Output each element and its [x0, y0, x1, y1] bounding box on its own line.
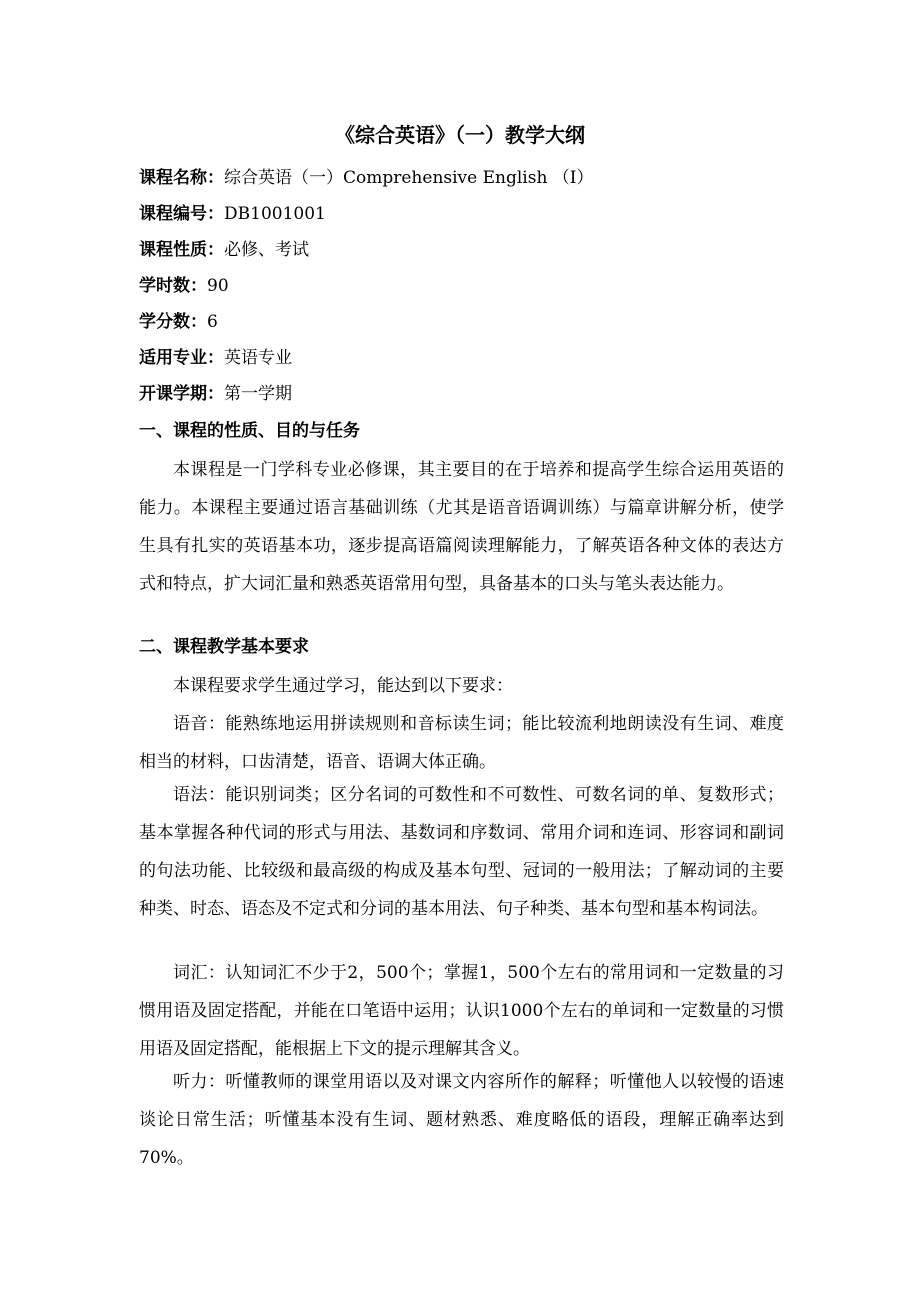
field-value: 第一学期 — [224, 384, 292, 404]
requirement-listening: 听力：听懂教师的课堂用语以及对课文内容所作的解释；听懂他人以较慢的语速谈论日常生活；听懂基本没有生词、题材熟悉、难度略低的语段，理解正确率达到70%。 — [139, 1072, 784, 1168]
requirements-intro: 本课程要求学生通过学习，能达到以下要求： — [173, 676, 513, 696]
document-title: 《综合英语》（一）教学大纲 — [335, 123, 585, 147]
field-course-code — [139, 201, 326, 227]
field-label: 开课学期： — [139, 384, 224, 404]
field-value: 6 — [207, 312, 218, 332]
field-value: 英语专业 — [224, 348, 292, 368]
field-credits — [139, 309, 218, 335]
field-hours — [139, 273, 229, 299]
field-semester — [139, 381, 292, 407]
field-course-nature — [139, 237, 309, 263]
field-value: 90 — [207, 276, 229, 296]
field-label: 课程编号： — [139, 204, 224, 224]
field-course-name — [139, 165, 594, 191]
section2-heading: 二、课程教学基本要求 — [139, 637, 309, 657]
field-value: DB1001001 — [224, 204, 326, 224]
requirement-grammar: 语法：能识别词类；区分名词的可数性和不可数性、可数名词的单、复数形式；基本掌握各种代词的形式与用法、基数词和序数词、常用介词和连词、形容词和副词的句法功能、比较级和最高级的构成及基本句型、冠词的一般用法；了解动词的主要种类、时态、语态及不定式和分词的基本用法、句子种类、基本句型和基本构词法。 — [139, 785, 784, 919]
field-label: 课程性质： — [139, 240, 224, 260]
field-label: 学分数： — [139, 312, 207, 332]
field-value: 必修、考试 — [224, 240, 309, 260]
section1-paragraph: 本课程是一门学科专业必修课，其主要目的在于培养和提高学生综合运用英语的能力。本课程主要通过语言基础训练（尤其是语音语调训练）与篇章讲解分析，使学生具有扎实的英语基本功，逐步提高语篇阅读理解能力，了解英语各种文体的表达方式和特点，扩大词汇量和熟悉英语常用句型，具备基本的口头与笔头表达能力。 — [139, 460, 784, 594]
field-label: 学时数： — [139, 276, 207, 296]
field-label: 课程名称： — [139, 168, 224, 188]
field-label: 适用专业： — [139, 348, 224, 368]
requirement-vocabulary: 词汇：认知词汇不少于2，500个；掌握1，500个左右的常用词和一定数量的习惯用语及固定搭配，并能在口笔语中运用；认识1000个左右的单词和一定数量的习惯用语及固定搭配，能根据上下文的提示理解其含义。 — [139, 963, 784, 1059]
field-major — [139, 345, 292, 371]
section1-heading: 一、课程的性质、目的与任务 — [139, 421, 360, 441]
requirement-pronunciation: 语音：能熟练地运用拼读规则和音标读生词；能比较流利地朗读没有生词、难度相当的材料，口齿清楚，语音、语调大体正确。 — [139, 714, 784, 772]
field-value: 综合英语（一）Comprehensive English （I） — [224, 168, 594, 188]
